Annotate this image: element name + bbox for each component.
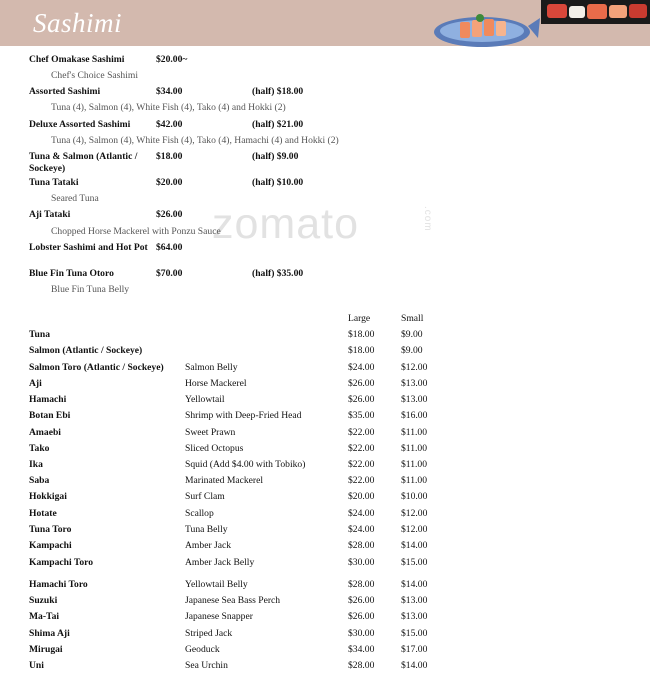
row-name: Hamachi (29, 394, 67, 405)
sashimi-tray-photo (541, 0, 650, 24)
row-large-price: $28.00 (348, 540, 375, 551)
item-price: $20.00~ (156, 54, 188, 65)
zomato-watermark (212, 200, 433, 249)
row-name: Hotate (29, 508, 57, 519)
item-description: Chopped Horse Mackerel with Ponzu Sauce (51, 226, 221, 237)
row-large-price: $22.00 (348, 427, 375, 438)
row-large-price: $20.00 (348, 491, 375, 502)
item-name: Tuna & Salmon (Atlantic / Sockeye) (29, 151, 138, 174)
row-name: Salmon (Atlantic / Sockeye) (29, 345, 143, 356)
row-small-price: $13.00 (401, 595, 428, 606)
row-large-price: $30.00 (348, 628, 375, 639)
item-description: Chef's Choice Sashimi (51, 70, 138, 81)
row-small-price: $16.00 (401, 410, 428, 421)
item-name: Deluxe Assorted Sashimi (29, 119, 131, 130)
item-half-price: (half) $18.00 (252, 86, 304, 97)
row-english-name: Yellowtail (185, 394, 225, 405)
row-name: Hokkigai (29, 491, 67, 502)
row-large-price: $18.00 (348, 345, 375, 356)
item-description: Seared Tuna (51, 193, 99, 204)
row-large-price: $22.00 (348, 475, 375, 486)
item-price: $64.00 (156, 242, 183, 253)
row-large-price: $34.00 (348, 644, 375, 655)
row-name: Ika (29, 459, 43, 470)
row-small-price: $14.00 (401, 660, 428, 671)
row-english-name: Sliced Octopus (185, 443, 244, 454)
row-small-price: $15.00 (401, 628, 428, 639)
row-large-price: $26.00 (348, 595, 375, 606)
row-name: Uni (29, 660, 44, 671)
row-small-price: $17.00 (401, 644, 428, 655)
row-name: Suzuki (29, 595, 58, 606)
item-name: Assorted Sashimi (29, 86, 101, 97)
row-name: Aji (29, 378, 42, 389)
item-description: Tuna (4), Salmon (4), White Fish (4), Tako (4) and Hokki (2) (51, 102, 286, 113)
row-large-price: $30.00 (348, 557, 375, 568)
row-large-price: $24.00 (348, 508, 375, 519)
row-name: Tuna Toro (29, 524, 72, 535)
row-large-price: $18.00 (348, 329, 375, 340)
row-english-name: Horse Mackerel (185, 378, 247, 389)
item-name: Blue Fin Tuna Otoro (29, 268, 114, 279)
row-name: Tuna (29, 329, 50, 340)
row-english-name: Japanese Snapper (185, 611, 253, 622)
sashimi-plate-photo (432, 8, 542, 50)
item-half-price: (half) $35.00 (252, 268, 304, 279)
row-small-price: $15.00 (401, 557, 428, 568)
item-price: $34.00 (156, 86, 183, 97)
item-name: Chef Omakase Sashimi (29, 54, 125, 65)
column-header-large: Large (348, 313, 371, 324)
row-small-price: $14.00 (401, 540, 428, 551)
row-large-price: $28.00 (348, 579, 375, 590)
row-large-price: $35.00 (348, 410, 375, 421)
column-header-small: Small (401, 313, 424, 324)
item-price: $18.00 (156, 151, 183, 162)
item-half-price: (half) $21.00 (252, 119, 304, 130)
row-large-price: $22.00 (348, 459, 375, 470)
page-title: Sashimi (33, 8, 123, 38)
row-large-price: $26.00 (348, 378, 375, 389)
item-half-price: (half) $9.00 (252, 151, 299, 162)
row-small-price: $11.00 (401, 459, 428, 470)
row-name: Hamachi Toro (29, 579, 88, 590)
row-large-price: $26.00 (348, 394, 375, 405)
item-description: Tuna (4), Salmon (4), White Fish (4), Tako (4), Hamachi (4) and Hokki (2) (51, 135, 339, 146)
row-english-name: Geoduck (185, 644, 220, 655)
row-name: Kampachi Toro (29, 557, 94, 568)
row-english-name: Yellowtail Belly (185, 579, 248, 590)
item-description: Blue Fin Tuna Belly (51, 284, 130, 295)
row-name: Salmon Toro (Atlantic / Sockeye) (29, 362, 164, 373)
row-small-price: $12.00 (401, 508, 428, 519)
row-name: Botan Ebi (29, 410, 71, 421)
row-name: Mirugai (29, 644, 63, 655)
item-price: $70.00 (156, 268, 183, 279)
row-large-price: $24.00 (348, 362, 375, 373)
row-english-name: Sweet Prawn (185, 427, 236, 438)
row-small-price: $14.00 (401, 579, 428, 590)
row-english-name: Striped Jack (185, 628, 233, 639)
row-name: Ma-Tai (29, 611, 60, 622)
row-small-price: $13.00 (401, 611, 428, 622)
row-large-price: $28.00 (348, 660, 375, 671)
row-name: Shima Aji (29, 628, 70, 639)
row-english-name: Marinated Mackerel (185, 475, 264, 486)
row-small-price: $11.00 (401, 475, 428, 486)
item-price: $20.00 (156, 177, 183, 188)
row-small-price: $13.00 (401, 378, 428, 389)
item-name: Tuna Tataki (29, 177, 79, 188)
item-name: Aji Tataki (29, 209, 71, 220)
row-english-name: Salmon Belly (185, 362, 238, 373)
row-name: Saba (29, 475, 50, 486)
row-small-price: $12.00 (401, 524, 428, 535)
row-small-price: $12.00 (401, 362, 428, 373)
item-name: Lobster Sashimi and Hot Pot (29, 242, 148, 253)
item-price: $26.00 (156, 209, 183, 220)
row-english-name: Japanese Sea Bass Perch (185, 595, 281, 606)
row-english-name: Amber Jack Belly (185, 557, 255, 568)
row-large-price: $22.00 (348, 443, 375, 454)
row-english-name: Amber Jack (185, 540, 232, 551)
row-small-price: $11.00 (401, 427, 428, 438)
row-small-price: $9.00 (401, 329, 423, 340)
row-name: Kampachi (29, 540, 72, 551)
row-english-name: Surf Clam (185, 491, 225, 502)
row-small-price: $10.00 (401, 491, 428, 502)
item-half-price: (half) $10.00 (252, 177, 304, 188)
watermark-text: zomato (212, 200, 360, 248)
row-large-price: $26.00 (348, 611, 375, 622)
row-english-name: Tuna Belly (185, 524, 228, 535)
row-small-price: $13.00 (401, 394, 428, 405)
row-english-name: Sea Urchin (185, 660, 228, 671)
row-small-price: $9.00 (401, 345, 423, 356)
row-english-name: Shrimp with Deep-Fried Head (185, 410, 302, 421)
item-price: $42.00 (156, 119, 183, 130)
row-english-name: Scallop (185, 508, 214, 519)
row-large-price: $24.00 (348, 524, 375, 535)
row-name: Amaebi (29, 427, 61, 438)
row-english-name: Squid (Add $4.00 with Tobiko) (185, 459, 306, 470)
row-name: Tako (29, 443, 50, 454)
row-small-price: $11.00 (401, 443, 428, 454)
watermark-suffix: .com (422, 206, 433, 232)
